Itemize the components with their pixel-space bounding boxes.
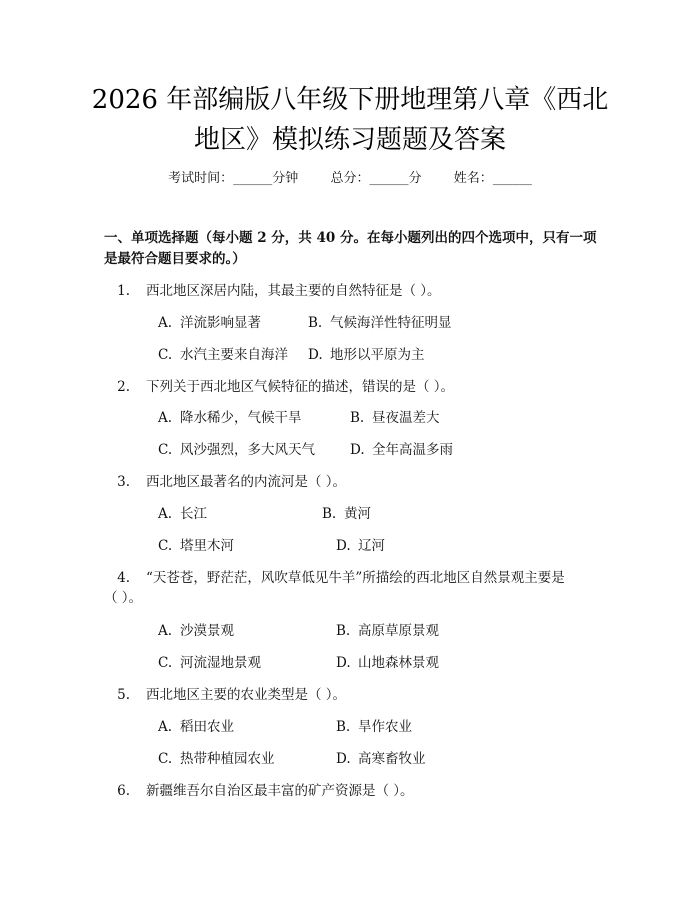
time-unit: 分钟 xyxy=(272,171,299,186)
option-a: A. 长江 xyxy=(158,506,207,522)
option-b: B. 高原草原景观 xyxy=(336,623,439,639)
question-stem-line-1: “天苍苍，野茫茫，风吹草低见牛羊”所描绘的西北地区自然景观主要是 xyxy=(146,570,565,586)
name-blank: ______ xyxy=(492,171,532,186)
option-c: C. 风沙强烈，多大风天气 xyxy=(158,442,315,458)
exam-info-line xyxy=(0,170,700,188)
score-unit: 分 xyxy=(408,171,422,186)
question-number: 6. xyxy=(117,783,130,799)
option-d: D. 全年高温多雨 xyxy=(350,442,453,458)
option-d: D. 山地森林景观 xyxy=(336,655,439,671)
question-number: 1. xyxy=(117,283,130,299)
option-b: B. 黄河 xyxy=(322,506,371,522)
question-number: 3. xyxy=(117,474,130,490)
question-stem: 新疆维吾尔自治区最丰富的矿产资源是（ ）。 xyxy=(146,783,414,799)
option-d: D. 高寒畜牧业 xyxy=(336,751,426,767)
name-label: 姓名： xyxy=(453,171,493,186)
score-label: 总分： xyxy=(330,171,370,186)
question-4 xyxy=(104,568,604,608)
question-6 xyxy=(104,781,604,801)
option-d: D. 地形以平原为主 xyxy=(308,347,425,363)
time-blank: ______ xyxy=(233,171,273,186)
option-c: C. 热带种植园农业 xyxy=(158,751,275,767)
question-stem: 下列关于西北地区气候特征的描述，错误的是（ ）。 xyxy=(146,379,455,395)
document-title xyxy=(70,80,630,160)
question-stem: 西北地区最著名的内流河是（ ）。 xyxy=(146,474,347,490)
question-number: 2. xyxy=(117,379,130,395)
section-heading-line-2: 是最符合题目要求的。） xyxy=(104,251,246,267)
option-a: A. 沙漠景观 xyxy=(158,623,234,639)
option-a: A. 洋流影响显著 xyxy=(158,315,261,331)
option-a: A. 降水稀少，气候干旱 xyxy=(158,410,302,426)
question-stem: 西北地区主要的农业类型是（ ）。 xyxy=(146,687,347,703)
question-number: 5. xyxy=(117,687,130,703)
option-b: B. 旱作农业 xyxy=(336,719,412,735)
option-b: B. 气候海洋性特征明显 xyxy=(308,315,452,331)
title-line-1: 2026 年部编版八年级下册地理第八章《西北 xyxy=(91,85,609,115)
question-stem-line-2: （ ）。 xyxy=(104,590,143,606)
option-c: C. 塔里木河 xyxy=(158,538,234,554)
option-c: C. 水汽主要来自海洋 xyxy=(158,347,288,363)
question-5 xyxy=(104,685,604,705)
section-heading xyxy=(104,228,604,270)
option-c: C. 河流湿地景观 xyxy=(158,655,261,671)
option-b: B. 昼夜温差大 xyxy=(350,410,440,426)
question-1 xyxy=(104,281,604,301)
title-line-2: 地区》模拟练习题题及答案 xyxy=(193,125,506,155)
question-3 xyxy=(104,472,604,492)
question-number: 4. xyxy=(117,570,130,586)
option-a: A. 稻田农业 xyxy=(158,719,234,735)
option-d: D. 辽河 xyxy=(336,538,385,554)
question-2 xyxy=(104,377,604,397)
score-blank: ______ xyxy=(369,171,409,186)
section-heading-line-1: 一、单项选择题（每小题 2 分，共 40 分。在每小题列出的四个选项中，只有一项 xyxy=(104,230,597,246)
question-stem: 西北地区深居内陆，其最主要的自然特征是（ ）。 xyxy=(146,283,441,299)
time-label: 考试时间： xyxy=(168,171,234,186)
